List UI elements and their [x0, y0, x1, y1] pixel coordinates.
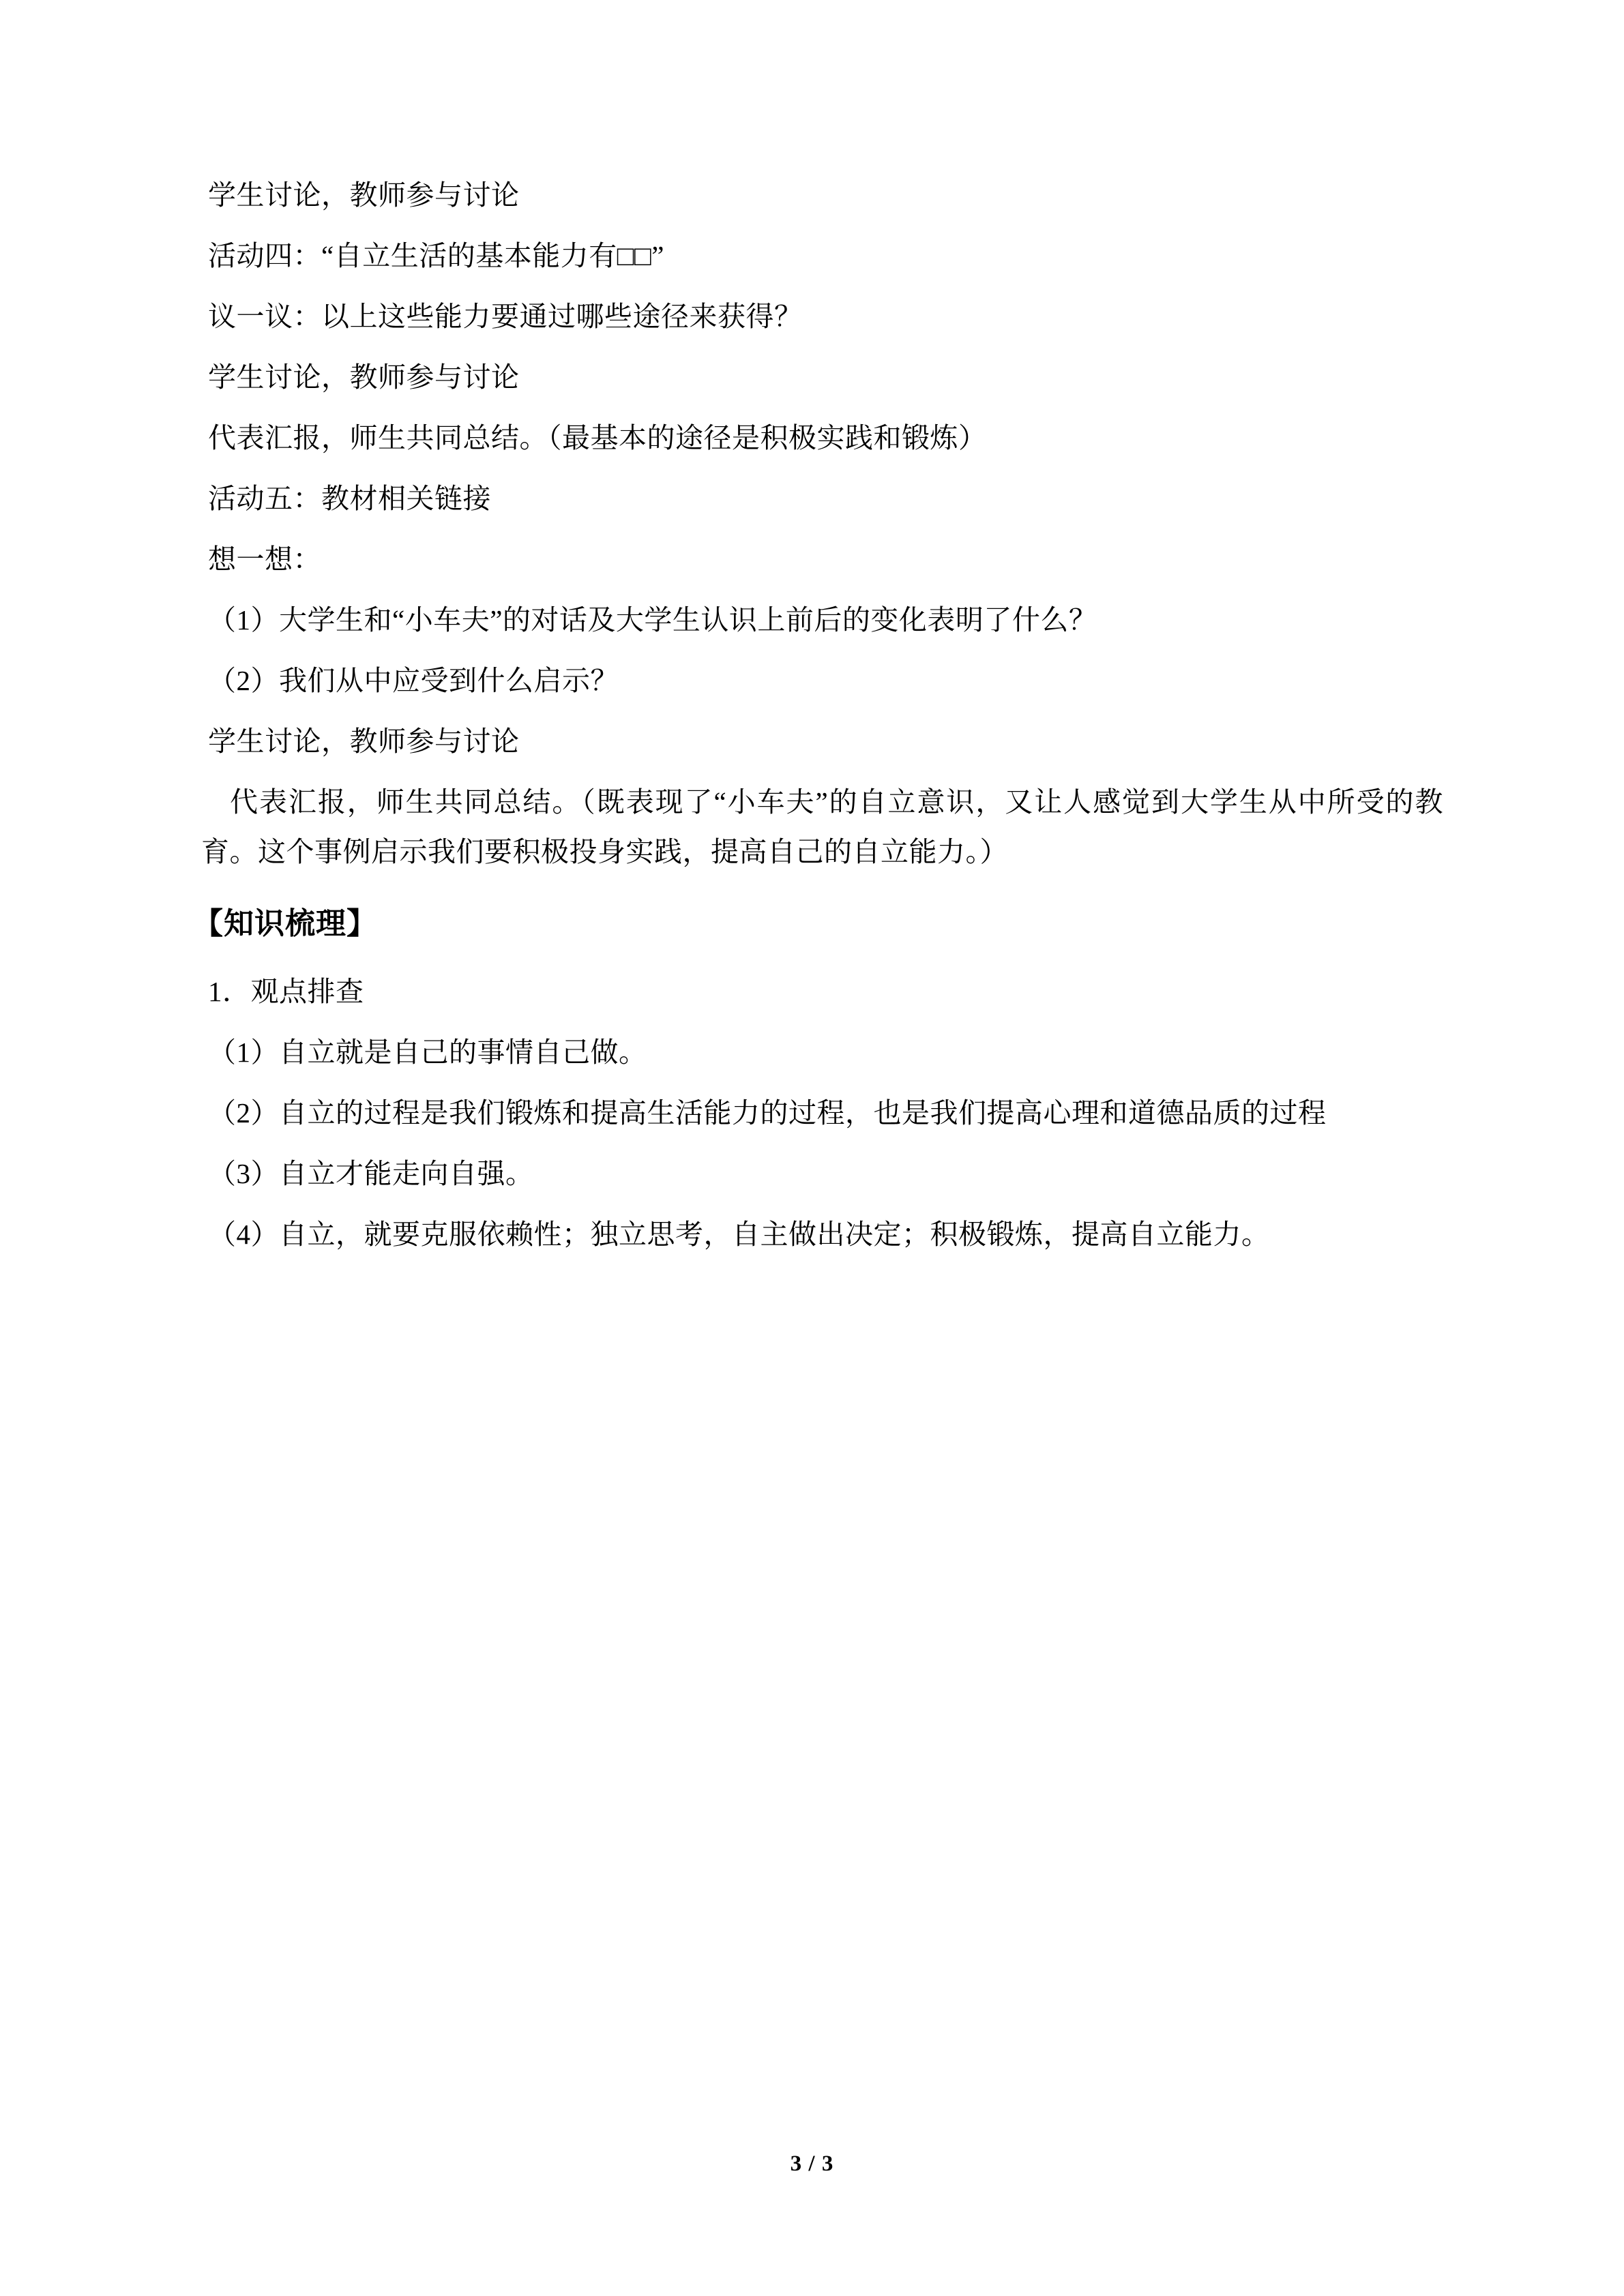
- knowledge-item-1: （1）自立就是自己的事情自己做。: [208, 1036, 647, 1068]
- body-line-7: 想一想：: [208, 543, 321, 575]
- body-line-3: 议一议：以上这些能力要通过哪些途径来获得？: [208, 300, 803, 332]
- body-line-1: 学生讨论，教师参与讨论: [208, 179, 520, 211]
- summary-paragraph: 代表汇报，师生共同总结。（既表现了“小车夫”的自立意识，又让人感觉到大学生从中所受的教育。这个事例启示我们要积极投身实践，提高自己的自立能力。）: [201, 786, 1443, 867]
- knowledge-item-4: （4）自立，就要克服依赖性；独立思考，自主做出决定；积极锻炼，提高自立能力。: [208, 1218, 1270, 1250]
- body-line-10: 学生讨论，教师参与讨论: [208, 725, 520, 757]
- body-line-6: 活动五：教材相关链接: [208, 482, 491, 514]
- body-line-4: 学生讨论，教师参与讨论: [208, 361, 520, 393]
- knowledge-item-0: 1．观点排查: [208, 975, 364, 1007]
- body-line-2: 活动四：“自立生活的基本能力有□□”: [208, 239, 664, 271]
- knowledge-item-3: （3）自立才能走向自强。: [208, 1157, 534, 1189]
- body-line-5: 代表汇报，师生共同总结。（最基本的途径是积极实践和锻炼）: [208, 421, 987, 453]
- page-number-footer: 3 / 3: [790, 2151, 834, 2176]
- body-line-9: （2）我们从中应受到什么启示？: [208, 664, 619, 696]
- body-line-8: （1）大学生和“小车夫”的对话及大学生认识上前后的变化表明了什么？: [208, 603, 1097, 636]
- document-body: [193, 170, 1443, 1259]
- section-heading-knowledge: 【知识梳理】: [193, 906, 377, 940]
- knowledge-item-2: （2）自立的过程是我们锻炼和提高生活能力的过程，也是我们提高心理和道德品质的过程: [208, 1097, 1327, 1129]
